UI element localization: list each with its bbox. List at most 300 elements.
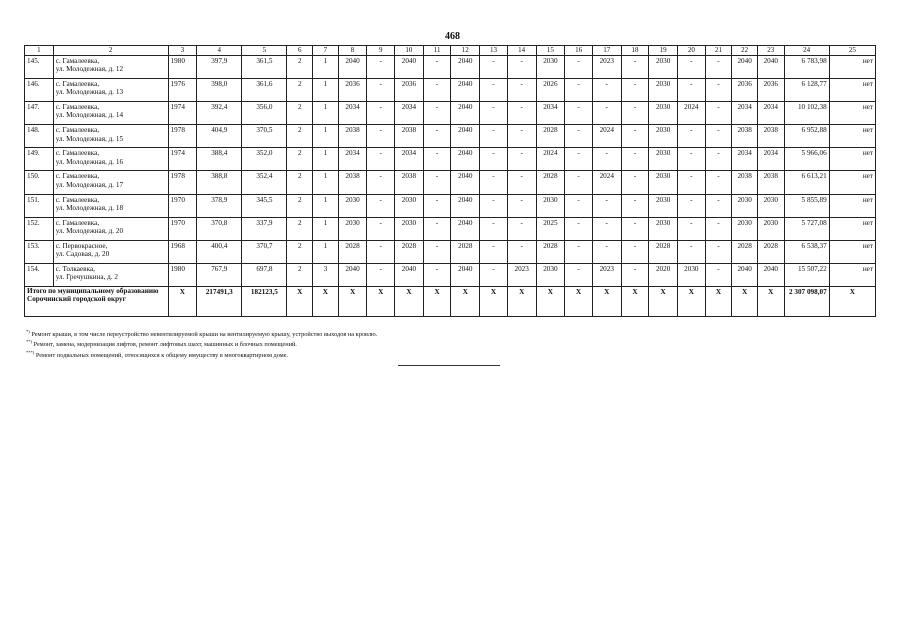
table-cell: 2030: [677, 263, 705, 286]
table-cell: -: [677, 194, 705, 217]
address-cell: [53, 79, 168, 102]
address-line: с. Гамалеевка,: [55, 149, 100, 158]
total-cell: X: [507, 286, 536, 316]
table-cell: -: [621, 217, 649, 240]
table-cell: 2038: [757, 171, 784, 194]
table-cell: 5 855,89: [784, 194, 829, 217]
table-cell: 2040: [451, 263, 480, 286]
table-cell: 1: [313, 217, 339, 240]
total-cell: X: [536, 286, 565, 316]
table-cell: 2: [287, 79, 313, 102]
address-line: с. Гамалеевка,: [55, 172, 100, 181]
table-cell: -: [705, 79, 732, 102]
table-cell: 388,8: [197, 171, 242, 194]
table-cell: 2030: [395, 217, 424, 240]
table-cell: -: [367, 125, 395, 148]
table-cell: 1: [313, 171, 339, 194]
table-cell: 1: [313, 194, 339, 217]
table-cell: -: [565, 56, 593, 79]
row-number: 148.: [25, 125, 54, 148]
table-cell: 2036: [757, 79, 784, 102]
table-cell: -: [677, 56, 705, 79]
total-cell: X: [423, 286, 451, 316]
table-cell: 1974: [168, 102, 197, 125]
table-cell: -: [480, 240, 508, 263]
footnote-mark: *): [26, 329, 30, 334]
column-number: 23: [757, 46, 784, 56]
table-cell: -: [423, 56, 451, 79]
row-number: 150.: [25, 171, 54, 194]
table-cell: 2034: [395, 148, 424, 171]
table-cell: -: [621, 240, 649, 263]
table-cell: 337,9: [242, 217, 287, 240]
table-cell: 2030: [757, 217, 784, 240]
table-cell: -: [480, 56, 508, 79]
table-cell: 2: [287, 263, 313, 286]
table-cell: 2030: [338, 217, 367, 240]
table-cell: 2025: [536, 217, 565, 240]
table-cell: 3: [313, 263, 339, 286]
table-cell: -: [705, 194, 732, 217]
address-line: ул. Молодежная, д. 18: [55, 203, 124, 212]
table-cell: 2036: [395, 79, 424, 102]
table-cell: 2036: [732, 79, 758, 102]
table-cell: -: [367, 171, 395, 194]
footnote-text: Ремонт крыши, в том числе переустройство невентилируемой крыши на вентилируемую крышу, устройство выходов на кровлю.: [29, 331, 378, 339]
total-cell: X: [649, 286, 678, 316]
total-cell: 182123,5: [242, 286, 287, 316]
table-cell: -: [423, 125, 451, 148]
total-cell: X: [621, 286, 649, 316]
address-cell: [53, 125, 168, 148]
table-cell: -: [621, 56, 649, 79]
table-cell: 5 966,06: [784, 148, 829, 171]
table-cell: нет: [829, 171, 875, 194]
table-cell: нет: [829, 148, 875, 171]
table-cell: 2030: [649, 56, 678, 79]
table-row: [25, 194, 876, 217]
table-cell: 1978: [168, 171, 197, 194]
column-number: 9: [367, 46, 395, 56]
footnote-mark: ***): [26, 349, 35, 355]
total-cell: X: [757, 286, 784, 316]
table-cell: -: [677, 125, 705, 148]
table-cell: 2: [287, 171, 313, 194]
table-cell: -: [367, 56, 395, 79]
table-cell: 6 952,88: [784, 125, 829, 148]
table-cell: 2040: [757, 263, 784, 286]
table-cell: -: [677, 171, 705, 194]
table-cell: 2040: [338, 263, 367, 286]
table-cell: 1980: [168, 263, 197, 286]
table-cell: 2024: [592, 171, 621, 194]
total-cell: X: [168, 286, 197, 316]
table-cell: 6 128,77: [784, 79, 829, 102]
table-cell: -: [677, 79, 705, 102]
table-cell: 2: [287, 125, 313, 148]
table-cell: -: [480, 125, 508, 148]
total-cell: 217491,3: [197, 286, 242, 316]
table-cell: -: [480, 79, 508, 102]
table-cell: нет: [829, 263, 875, 286]
table-cell: 2023: [592, 56, 621, 79]
table-cell: нет: [829, 102, 875, 125]
table-cell: -: [592, 217, 621, 240]
address-line: с. Толкаевка,: [55, 264, 95, 273]
row-number: 149.: [25, 148, 54, 171]
table-cell: 2024: [536, 148, 565, 171]
table-cell: -: [480, 263, 508, 286]
end-rule: [398, 365, 500, 366]
table-cell: -: [621, 148, 649, 171]
table-cell: -: [705, 102, 732, 125]
table-cell: 1: [313, 79, 339, 102]
table-row: [25, 240, 876, 263]
table-cell: -: [507, 240, 536, 263]
table-cell: 378,9: [197, 194, 242, 217]
row-number: 152.: [25, 217, 54, 240]
table-cell: 6 783,98: [784, 56, 829, 79]
table-cell: 2038: [757, 125, 784, 148]
table-cell: -: [621, 194, 649, 217]
column-number: 20: [677, 46, 705, 56]
table-cell: 2040: [451, 102, 480, 125]
address-cell: [53, 217, 168, 240]
row-number: 147.: [25, 102, 54, 125]
footnotes: [26, 329, 377, 360]
table-cell: 2023: [592, 263, 621, 286]
table-cell: 370,8: [197, 217, 242, 240]
total-cell: X: [395, 286, 424, 316]
table-cell: 2034: [338, 102, 367, 125]
table-cell: 2040: [451, 79, 480, 102]
footnote-text: Ремонт подвальных помещений, относящихся к общему имуществу в многоквартирном доме.: [34, 351, 289, 359]
table-cell: -: [565, 263, 593, 286]
table-cell: -: [621, 102, 649, 125]
table-cell: 356,0: [242, 102, 287, 125]
total-cell: X: [480, 286, 508, 316]
table-row: [25, 148, 876, 171]
table-cell: 697,8: [242, 263, 287, 286]
column-number: 11: [423, 46, 451, 56]
address-cell: [53, 240, 168, 263]
table-cell: нет: [829, 56, 875, 79]
page-number: 468: [445, 31, 460, 42]
footnote: [26, 339, 377, 349]
table-cell: 1974: [168, 148, 197, 171]
table-cell: -: [480, 194, 508, 217]
footnote-mark: **): [26, 339, 32, 345]
table-cell: нет: [829, 240, 875, 263]
table-cell: -: [705, 148, 732, 171]
address-line: с. Гамалеевка,: [55, 103, 100, 112]
table-cell: -: [480, 171, 508, 194]
address-cell: [53, 102, 168, 125]
table-cell: 1: [313, 125, 339, 148]
table-row: [25, 217, 876, 240]
table-cell: 2040: [395, 56, 424, 79]
table-cell: 2024: [592, 125, 621, 148]
footnote-text: Ремонт, замена, модернизация лифтов, ремонт лифтовых шахт, машинных и блочных помещений.: [32, 341, 297, 349]
table-cell: -: [592, 240, 621, 263]
table-cell: 2030: [536, 263, 565, 286]
table-cell: 2023: [507, 263, 536, 286]
table-body: [25, 56, 876, 317]
table-cell: 2030: [649, 148, 678, 171]
table-cell: -: [592, 148, 621, 171]
table-cell: 2020: [649, 263, 678, 286]
table-row: [25, 263, 876, 286]
column-number: 15: [536, 46, 565, 56]
table-cell: 2034: [395, 102, 424, 125]
table-cell: -: [507, 194, 536, 217]
table-cell: -: [423, 217, 451, 240]
table-cell: 2030: [649, 79, 678, 102]
table-cell: -: [480, 217, 508, 240]
column-number: 2: [53, 46, 168, 56]
table-cell: -: [565, 240, 593, 263]
table-cell: нет: [829, 79, 875, 102]
table-cell: -: [507, 171, 536, 194]
table-cell: 2038: [338, 125, 367, 148]
column-number: 24: [784, 46, 829, 56]
table-cell: 1: [313, 148, 339, 171]
table-cell: 370,5: [242, 125, 287, 148]
table-cell: -: [367, 102, 395, 125]
table-cell: нет: [829, 194, 875, 217]
table-cell: -: [480, 148, 508, 171]
table-cell: 352,0: [242, 148, 287, 171]
table-cell: -: [423, 171, 451, 194]
table-cell: -: [592, 102, 621, 125]
total-cell: X: [338, 286, 367, 316]
column-number: 13: [480, 46, 508, 56]
table-cell: -: [367, 263, 395, 286]
column-number: 18: [621, 46, 649, 56]
table-cell: 361,5: [242, 56, 287, 79]
table-cell: 2026: [536, 79, 565, 102]
column-number: 5: [242, 46, 287, 56]
table-row: [25, 102, 876, 125]
table-cell: 404,9: [197, 125, 242, 148]
address-line: с. Гамалеевка,: [55, 57, 100, 65]
footnote: [26, 350, 377, 360]
total-cell: X: [287, 286, 313, 316]
table-cell: 1970: [168, 217, 197, 240]
column-number: 16: [565, 46, 593, 56]
table-cell: 2028: [649, 240, 678, 263]
table-cell: -: [705, 171, 732, 194]
table-cell: 2030: [757, 194, 784, 217]
table-cell: -: [592, 194, 621, 217]
address-cell: [53, 194, 168, 217]
column-number: 12: [451, 46, 480, 56]
table-cell: 2034: [338, 148, 367, 171]
housing-repair-table: [24, 45, 876, 317]
address-cell: [53, 148, 168, 171]
total-label: Итого по муниципальному образованию Сорочинский городской округ: [25, 286, 169, 316]
table-cell: 6 538,37: [784, 240, 829, 263]
table-cell: 2040: [451, 56, 480, 79]
table-cell: 2028: [536, 125, 565, 148]
table-cell: 1: [313, 102, 339, 125]
table-cell: 2040: [732, 263, 758, 286]
address-line: с. Гамалеевка,: [55, 218, 100, 227]
address-line: ул. Молодежная, д. 15: [55, 134, 124, 143]
column-number-header: [25, 46, 876, 56]
table-cell: 2034: [732, 148, 758, 171]
table-cell: -: [507, 79, 536, 102]
table-cell: 2030: [536, 194, 565, 217]
table-cell: 2030: [536, 56, 565, 79]
address-line: с. Гамалеевка,: [55, 80, 100, 89]
table-cell: 1980: [168, 56, 197, 79]
table-cell: -: [565, 171, 593, 194]
table-cell: -: [367, 148, 395, 171]
table-cell: 6 613,21: [784, 171, 829, 194]
table-cell: -: [705, 56, 732, 79]
column-number: 25: [829, 46, 875, 56]
address-line: ул. Гречушкина, д. 2: [55, 273, 119, 282]
table-cell: 2034: [536, 102, 565, 125]
table-row: [25, 56, 876, 79]
table-cell: -: [423, 240, 451, 263]
table-cell: 398,0: [197, 79, 242, 102]
table-cell: 2040: [451, 148, 480, 171]
address-line: ул. Молодежная, д. 16: [55, 157, 124, 166]
table-cell: нет: [829, 217, 875, 240]
address-line: ул. Молодежная, д. 12: [55, 65, 124, 74]
table-cell: нет: [829, 125, 875, 148]
table-cell: 2030: [649, 171, 678, 194]
table-cell: 2034: [757, 148, 784, 171]
table-cell: 15 507,22: [784, 263, 829, 286]
table-cell: -: [677, 148, 705, 171]
address-line: с. Первокрасное,: [55, 241, 108, 250]
column-number: 1: [25, 46, 54, 56]
total-cell: X: [705, 286, 732, 316]
table-cell: -: [423, 79, 451, 102]
row-number: 154.: [25, 263, 54, 286]
table-cell: 2034: [732, 102, 758, 125]
table-cell: -: [367, 79, 395, 102]
table-cell: 397,9: [197, 56, 242, 79]
table-cell: -: [423, 148, 451, 171]
table-cell: -: [507, 102, 536, 125]
table-cell: 767,9: [197, 263, 242, 286]
table-cell: 361,6: [242, 79, 287, 102]
table-cell: -: [621, 79, 649, 102]
address-line: ул. Молодежная, д. 20: [55, 226, 124, 235]
table-cell: 2024: [677, 102, 705, 125]
table-cell: 1: [313, 240, 339, 263]
table-cell: 2030: [649, 102, 678, 125]
total-cell: X: [367, 286, 395, 316]
table-cell: 2028: [536, 171, 565, 194]
table-cell: 2030: [338, 194, 367, 217]
table-cell: -: [621, 171, 649, 194]
table-cell: -: [565, 125, 593, 148]
row-number: 145.: [25, 56, 54, 79]
table-cell: -: [565, 79, 593, 102]
column-number: 4: [197, 46, 242, 56]
total-cell: X: [592, 286, 621, 316]
total-cell: X: [829, 286, 875, 316]
table-cell: 2028: [395, 240, 424, 263]
table-cell: 2040: [451, 194, 480, 217]
table-cell: 10 102,38: [784, 102, 829, 125]
table-cell: -: [423, 263, 451, 286]
table-row: [25, 125, 876, 148]
table-cell: 2040: [451, 217, 480, 240]
table-cell: -: [565, 217, 593, 240]
table-cell: -: [705, 240, 732, 263]
table-cell: -: [705, 263, 732, 286]
table-cell: 2028: [757, 240, 784, 263]
table-cell: -: [480, 102, 508, 125]
table-row: [25, 171, 876, 194]
table-cell: 2: [287, 102, 313, 125]
column-number: 22: [732, 46, 758, 56]
total-cell: X: [313, 286, 339, 316]
total-row: [25, 286, 876, 316]
table-cell: -: [565, 148, 593, 171]
table-cell: -: [507, 148, 536, 171]
address-cell: [53, 171, 168, 194]
table-cell: 1976: [168, 79, 197, 102]
total-cell: X: [677, 286, 705, 316]
footnote: [26, 329, 377, 339]
column-number: 6: [287, 46, 313, 56]
table-cell: 2040: [451, 125, 480, 148]
table-cell: 392,4: [197, 102, 242, 125]
total-cell: X: [732, 286, 758, 316]
table-cell: 2038: [395, 125, 424, 148]
table-cell: 2030: [395, 194, 424, 217]
row-number: 153.: [25, 240, 54, 263]
table-cell: -: [621, 263, 649, 286]
column-number: 19: [649, 46, 678, 56]
column-number: 14: [507, 46, 536, 56]
table-cell: 2028: [451, 240, 480, 263]
address-line: ул. Молодежная, д. 13: [55, 88, 124, 97]
table-cell: 2040: [732, 56, 758, 79]
table-cell: 2038: [732, 125, 758, 148]
total-cell: X: [451, 286, 480, 316]
address-line: ул. Садовая, д. 20: [55, 250, 110, 259]
table-cell: 2028: [338, 240, 367, 263]
table-cell: 2040: [395, 263, 424, 286]
table-row: [25, 79, 876, 102]
table-cell: -: [367, 194, 395, 217]
table-cell: 1: [313, 56, 339, 79]
table-cell: -: [507, 56, 536, 79]
table-cell: 1968: [168, 240, 197, 263]
table-cell: 2: [287, 194, 313, 217]
row-number: 151.: [25, 194, 54, 217]
table-cell: 1978: [168, 125, 197, 148]
table-cell: 2040: [757, 56, 784, 79]
table-cell: 352,4: [242, 171, 287, 194]
table-cell: 2: [287, 148, 313, 171]
table-cell: -: [507, 125, 536, 148]
table-cell: 2038: [732, 171, 758, 194]
column-number: 10: [395, 46, 424, 56]
table-cell: -: [423, 194, 451, 217]
table-cell: -: [677, 217, 705, 240]
table-cell: -: [621, 125, 649, 148]
column-number: 21: [705, 46, 732, 56]
